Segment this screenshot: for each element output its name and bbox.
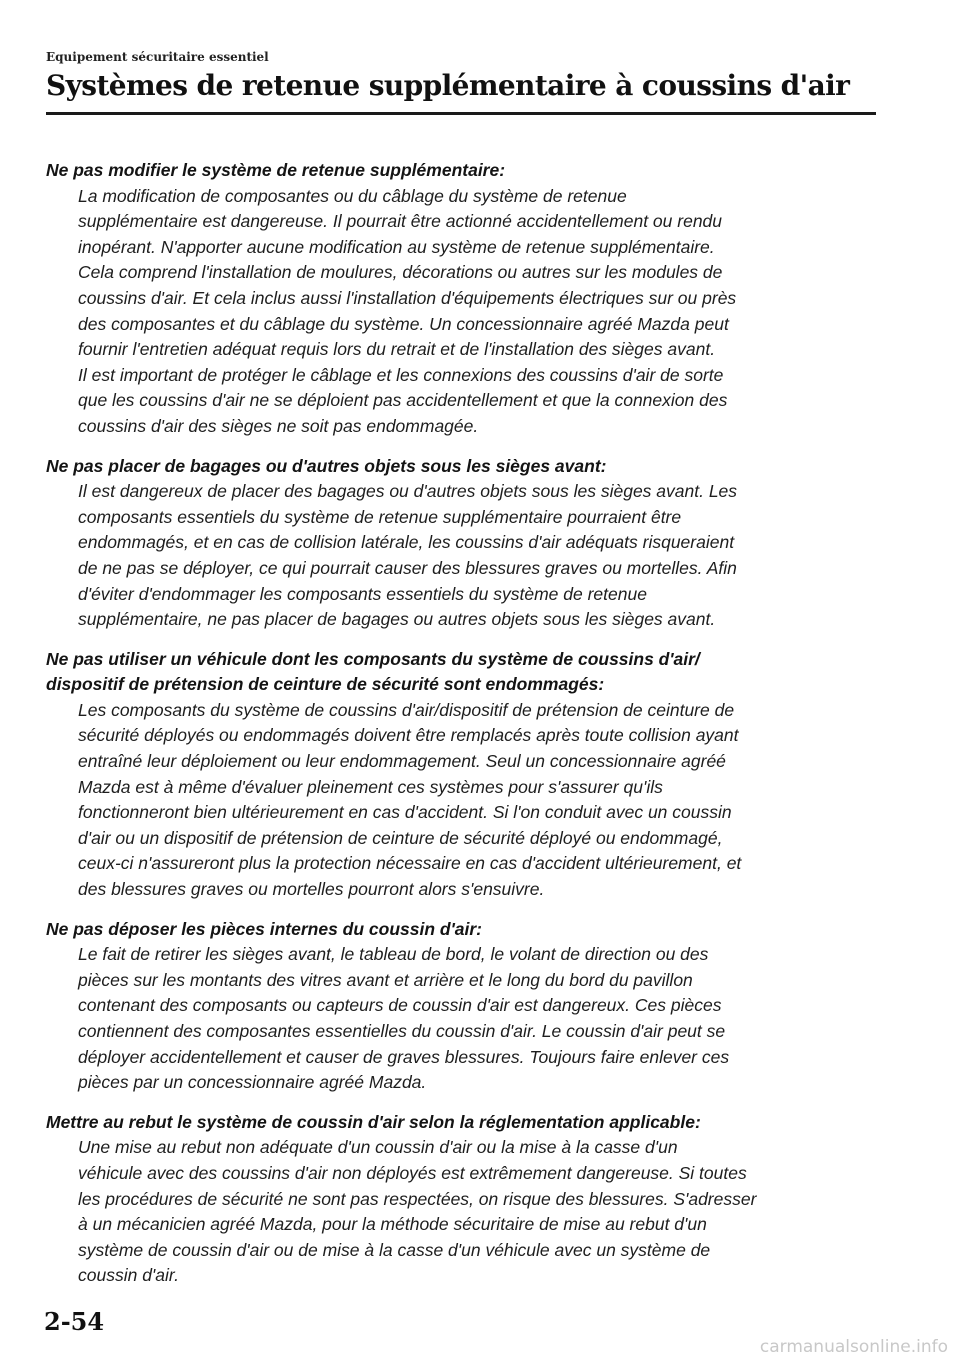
warning-body-line: coussins d'air. Et cela inclus aussi l'installation d'équipements électriques sur ou près bbox=[78, 287, 737, 308]
warning-body-line: inopérant. N'apporter aucune modification au système de retenue supplémentaire. bbox=[78, 236, 715, 257]
warning-body-line: Cela comprend l'installation de moulures, décorations ou autres sur les modules de bbox=[78, 262, 723, 283]
warning-body-line: de ne pas se déployer, ce qui pourrait causer des blessures graves ou mortelles. Afin bbox=[78, 557, 737, 578]
warning-body bbox=[46, 942, 876, 1096]
warning-body-line: ceux-ci n'assureront plus la protection nécessaire en cas d'accident ultérieurement, et bbox=[78, 853, 742, 874]
warning-heading bbox=[46, 917, 876, 943]
warning-body-line: des composantes et du câblage du système. Un concessionnaire agréé Mazda peut bbox=[78, 313, 729, 334]
warning-heading bbox=[46, 647, 876, 698]
warning-body-line: pièces par un concessionnaire agréé Mazda. bbox=[78, 1072, 427, 1093]
warning-block bbox=[46, 454, 876, 633]
warning-heading-line: Mettre au rebut le système de coussin d'air selon la réglementation applicable: bbox=[46, 1111, 701, 1132]
warning-body bbox=[46, 1135, 876, 1289]
warning-body-line: d'éviter d'endommager les composants essentiels du système de retenue bbox=[78, 583, 647, 604]
warning-body-line: système de coussin d'air ou de mise à la casse d'un véhicule avec un système de bbox=[78, 1239, 711, 1260]
title-divider bbox=[46, 112, 876, 115]
warning-body-line: que les coussins d'air ne se déploient pas accidentellement et que la connexion des bbox=[78, 390, 728, 411]
warning-body-line: supplémentaire, ne pas placer de bagages ou autres objets sous les sièges avant. bbox=[78, 609, 716, 630]
page-title: Systèmes de retenue supplémentaire à coussins d'air bbox=[46, 69, 850, 102]
warnings-list bbox=[46, 158, 876, 1303]
warning-heading-line: dispositif de prétension de ceinture de sécurité sont endommagés: bbox=[46, 674, 605, 695]
page-number: 2-54 bbox=[44, 1307, 105, 1336]
warning-body-line: d'air ou un dispositif de prétension de ceinture de sécurité déployé ou endommagé, bbox=[78, 827, 723, 848]
warning-block bbox=[46, 158, 876, 440]
warning-body-line: endommagés, et en cas de collision latérale, les coussins d'air adéquats risqueraient bbox=[78, 532, 735, 553]
page-header bbox=[46, 50, 876, 115]
section-label: Equipement sécuritaire essentiel bbox=[46, 50, 269, 64]
warning-body-line: les procédures de sécurité ne sont pas respectées, on risque des blessures. S'adresser bbox=[78, 1188, 757, 1209]
warning-body-line: Le fait de retirer les sièges avant, le tableau de bord, le volant de direction ou des bbox=[78, 944, 709, 965]
warning-block bbox=[46, 917, 876, 1096]
warning-body-line: coussin d'air. bbox=[78, 1265, 179, 1286]
warning-body-line: composants essentiels du système de retenue supplémentaire pourraient être bbox=[78, 506, 682, 527]
warning-heading bbox=[46, 158, 876, 184]
warning-heading-line: Ne pas modifier le système de retenue supplémentaire: bbox=[46, 160, 506, 180]
warning-heading-line: Ne pas déposer les pièces internes du coussin d'air: bbox=[46, 918, 482, 939]
warning-body-line: supplémentaire est dangereuse. Il pourrait être actionné accidentellement ou rendu bbox=[78, 211, 723, 232]
warning-body-line: La modification de composantes ou du câblage du système de retenue bbox=[78, 185, 627, 206]
warning-body-line: fournir l'entretien adéquat requis lors du retrait et de l'installation des sièges avant. bbox=[78, 339, 716, 360]
warning-body-line: Une mise au rebut non adéquate d'un coussin d'air ou la mise à la casse d'un bbox=[78, 1137, 678, 1158]
warning-body bbox=[46, 479, 876, 633]
warning-body-line: entraîné leur déploiement ou leur endommagement. Seul un concessionnaire agréé bbox=[78, 751, 726, 772]
warning-body-line: pièces sur les montants des vitres avant et arrière et le long du bord du pavillon bbox=[78, 969, 693, 990]
warning-body-line: contenant des composants ou capteurs de coussin d'air est dangereux. Ces pièces bbox=[78, 995, 722, 1016]
warning-body-line: Il est dangereux de placer des bagages ou d'autres objets sous les sièges avant. Les bbox=[78, 481, 738, 502]
warning-block bbox=[46, 1110, 876, 1289]
warning-block bbox=[46, 647, 876, 903]
warning-body-line: véhicule avec des coussins d'air non déployés est extrêmement dangereuse. Si toutes bbox=[78, 1162, 747, 1183]
warning-body-line: Mazda est à même d'évaluer pleinement ces systèmes pour s'assurer qu'ils bbox=[78, 776, 663, 797]
warning-body-line: des blessures graves ou mortelles pourront alors s'ensuivre. bbox=[78, 879, 545, 900]
warning-heading bbox=[46, 454, 876, 480]
warning-body bbox=[46, 184, 876, 440]
warning-body-line: coussins d'air des sièges ne soit pas endommagée. bbox=[78, 415, 479, 436]
warning-body-line: à un mécanicien agréé Mazda, pour la méthode sécuritaire de mise au rebut d'un bbox=[78, 1214, 707, 1235]
warning-body-line: Il est important de protéger le câblage et les connexions des coussins d'air de sorte bbox=[78, 364, 724, 385]
watermark: carmanualsonline.info bbox=[759, 1337, 948, 1357]
warning-body-line: déployer accidentellement et causer de graves blessures. Toujours faire enlever ces bbox=[78, 1046, 730, 1067]
warning-heading-line: Ne pas utiliser un véhicule dont les composants du système de coussins d'air/ bbox=[46, 648, 700, 669]
warning-body-line: contiennent des composantes essentielles du coussin d'air. Le coussin d'air peut se bbox=[78, 1021, 726, 1041]
warning-body bbox=[46, 698, 876, 903]
warning-heading bbox=[46, 1110, 876, 1136]
warning-body-line: Les composants du système de coussins d'air/dispositif de prétension de ceinture de bbox=[78, 699, 735, 720]
warning-body-line: sécurité déployés ou endommagés doivent être remplacés après toute collision ayant bbox=[78, 725, 739, 746]
warning-body-line: fonctionneront bien ultérieurement en cas d'accident. Si l'on conduit avec un coussin bbox=[78, 802, 732, 823]
warning-heading-line: Ne pas placer de bagages ou d'autres objets sous les sièges avant: bbox=[46, 455, 607, 476]
